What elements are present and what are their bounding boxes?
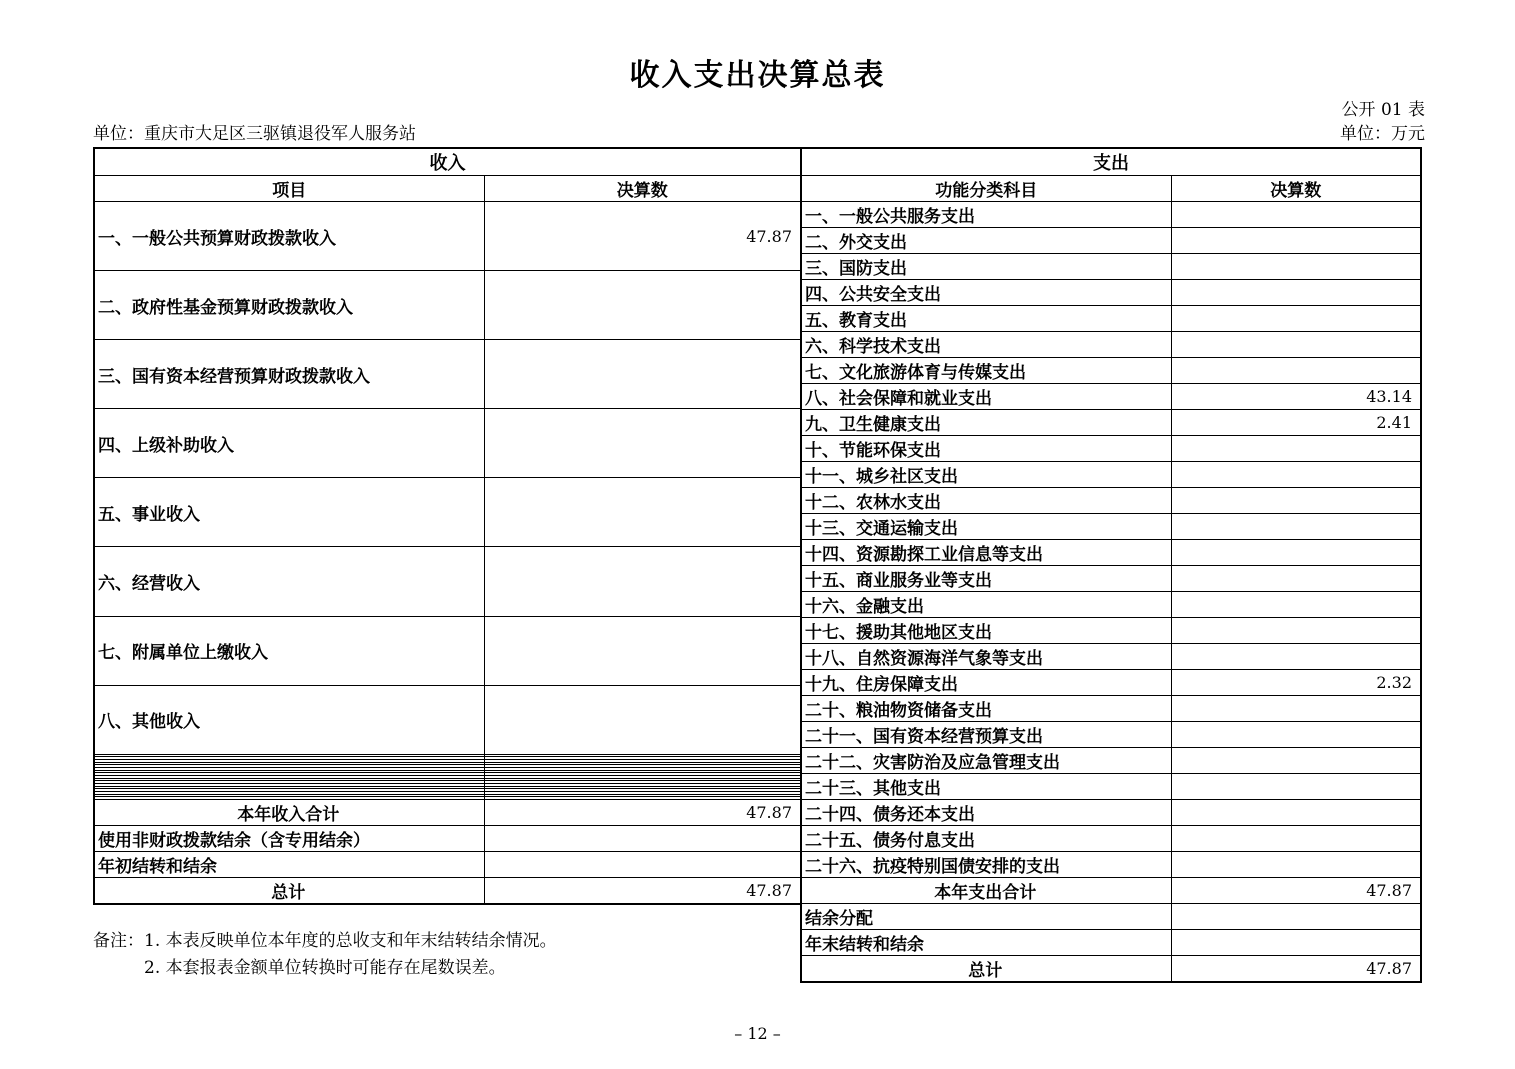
amount-value-cell [1171, 462, 1421, 488]
currency-unit-label: 单位：万元 [1340, 124, 1425, 144]
amount-value-cell [484, 616, 801, 685]
table-row [94, 685, 801, 754]
total-row [94, 800, 801, 826]
income-section-row [94, 148, 801, 176]
expense-amount-column-header: 决算数 [1171, 176, 1421, 202]
item-label-cell: 十七、援助其他地区支出 [801, 618, 1171, 644]
total-label-cell: 使用非财政拨款结余（含专用结余） [94, 826, 484, 852]
item-label-cell: 十、节能环保支出 [801, 436, 1171, 462]
item-label-cell: 二十二、灾害防治及应急管理支出 [801, 748, 1171, 774]
amount-value-cell [1171, 488, 1421, 514]
amount-value-cell [1171, 774, 1421, 800]
item-label-cell: 四、公共安全支出 [801, 280, 1171, 306]
amount-value-cell [1171, 852, 1421, 878]
total-value-cell: 47.87 [1171, 878, 1421, 904]
table-row [801, 306, 1421, 332]
table-row [801, 748, 1421, 774]
total-label-cell: 年末结转和结余 [801, 930, 1171, 956]
table-row [94, 616, 801, 685]
budget-summary-table [93, 147, 1422, 983]
income-column-header-row [94, 176, 801, 202]
total-row [94, 826, 801, 852]
item-label-cell: 二、外交支出 [801, 228, 1171, 254]
total-value-cell [484, 852, 801, 878]
table-row [94, 478, 801, 547]
amount-value-cell [1171, 696, 1421, 722]
item-label-cell: 六、科学技术支出 [801, 332, 1171, 358]
amount-value-cell [484, 340, 801, 409]
table-row [801, 228, 1421, 254]
amount-value-cell [1171, 254, 1421, 280]
item-label-cell: 二十四、债务还本支出 [801, 800, 1171, 826]
amount-value-cell: 2.32 [1171, 670, 1421, 696]
amount-value-cell [1171, 748, 1421, 774]
amount-value-cell [1171, 566, 1421, 592]
total-value-cell [1171, 904, 1421, 930]
total-row [801, 956, 1421, 983]
item-label-cell: 三、国防支出 [801, 254, 1171, 280]
item-label-cell: 四、上级补助收入 [94, 409, 484, 478]
table-row [94, 271, 801, 340]
total-row [94, 878, 801, 905]
table-row [801, 488, 1421, 514]
item-label-cell: 二十一、国有资本经营预算支出 [801, 722, 1171, 748]
expense-item-column-header: 功能分类科目 [801, 176, 1171, 202]
amount-value-cell: 43.14 [1171, 384, 1421, 410]
total-label-cell: 总计 [801, 956, 1171, 983]
table-row [801, 332, 1421, 358]
table-row [801, 410, 1421, 436]
table-row [801, 826, 1421, 852]
total-label-cell: 年初结转和结余 [94, 852, 484, 878]
total-value-cell [1171, 930, 1421, 956]
expense-table [800, 147, 1422, 983]
amount-value-cell [1171, 644, 1421, 670]
total-value-cell: 47.87 [1171, 956, 1421, 983]
total-row [94, 852, 801, 878]
item-label-cell: 九、卫生健康支出 [801, 410, 1171, 436]
total-value-cell [484, 826, 801, 852]
amount-value-cell [1171, 280, 1421, 306]
expense-column-header-row [801, 176, 1421, 202]
table-row [801, 462, 1421, 488]
table-number-label: 公开 01 表 [1341, 100, 1425, 120]
total-label-cell: 结余分配 [801, 904, 1171, 930]
expense-section-row [801, 148, 1421, 176]
table-row [801, 670, 1421, 696]
amount-value-cell [1171, 228, 1421, 254]
item-label-cell: 三、国有资本经营预算财政拨款收入 [94, 340, 484, 409]
item-label-cell: 八、社会保障和就业支出 [801, 384, 1171, 410]
expense-section-header: 支出 [801, 148, 1421, 176]
item-label-cell: 五、教育支出 [801, 306, 1171, 332]
table-row [94, 547, 801, 616]
total-value-cell: 47.87 [484, 800, 801, 826]
amount-value-cell [1171, 514, 1421, 540]
item-label-cell: 二十三、其他支出 [801, 774, 1171, 800]
item-label-cell: 二、政府性基金预算财政拨款收入 [94, 271, 484, 340]
table-row [801, 800, 1421, 826]
item-label-cell: 一、一般公共预算财政拨款收入 [94, 202, 484, 271]
amount-value-cell [1171, 332, 1421, 358]
table-row [801, 696, 1421, 722]
page-title: 收入支出决算总表 [629, 58, 886, 93]
table-row [801, 254, 1421, 280]
remark-line: 备注：1. 本表反映单位本年度的总收支和年末结转结余情况。 [93, 931, 557, 951]
income-amount-column-header: 决算数 [484, 176, 801, 202]
item-label-cell: 十八、自然资源海洋气象等支出 [801, 644, 1171, 670]
table-row [801, 202, 1421, 228]
table-row [801, 592, 1421, 618]
amount-value-cell [484, 478, 801, 547]
total-row [801, 878, 1421, 904]
total-row [801, 904, 1421, 930]
item-label-cell: 二十、粮油物资储备支出 [801, 696, 1171, 722]
amount-value-cell [1171, 202, 1421, 228]
item-label-cell: 十六、金融支出 [801, 592, 1171, 618]
amount-value-cell [484, 547, 801, 616]
total-row [801, 930, 1421, 956]
table-row [801, 514, 1421, 540]
org-unit-label: 单位：重庆市大足区三驱镇退役军人服务站 [93, 124, 416, 144]
amount-value-cell [1171, 800, 1421, 826]
amount-value-cell [1171, 826, 1421, 852]
total-label-cell: 总计 [94, 878, 484, 905]
amount-value-cell [1171, 540, 1421, 566]
income-item-column-header: 项目 [94, 176, 484, 202]
table-row [801, 644, 1421, 670]
table-row [801, 384, 1421, 410]
item-label-cell: 五、事业收入 [94, 478, 484, 547]
table-row [94, 409, 801, 478]
item-label-cell: 六、经营收入 [94, 547, 484, 616]
total-label-cell: 本年收入合计 [94, 800, 484, 826]
remark-line: 2. 本套报表金额单位转换时可能存在尾数误差。 [144, 958, 506, 978]
item-label-cell: 十一、城乡社区支出 [801, 462, 1171, 488]
item-label-cell: 七、附属单位上缴收入 [94, 616, 484, 685]
amount-value-cell [1171, 306, 1421, 332]
table-row [94, 340, 801, 409]
item-label-cell: 一、一般公共服务支出 [801, 202, 1171, 228]
amount-value-cell [484, 271, 801, 340]
table-row [801, 280, 1421, 306]
table-row [801, 540, 1421, 566]
page-number: – 12 – [734, 1024, 781, 1043]
item-label-cell: 十九、住房保障支出 [801, 670, 1171, 696]
amount-value-cell [1171, 722, 1421, 748]
amount-value-cell [1171, 358, 1421, 384]
item-label-cell: 十四、资源勘探工业信息等支出 [801, 540, 1171, 566]
table-row [94, 202, 801, 271]
amount-value-cell: 2.41 [1171, 410, 1421, 436]
table-row [801, 618, 1421, 644]
income-section-header: 收入 [94, 148, 801, 176]
table-row [801, 436, 1421, 462]
remarks [93, 928, 557, 982]
unit-info-row [93, 119, 1425, 144]
amount-value-cell [484, 685, 801, 754]
table-row [801, 774, 1421, 800]
total-value-cell: 47.87 [484, 878, 801, 905]
table-row [801, 722, 1421, 748]
item-label-cell: 十五、商业服务业等支出 [801, 566, 1171, 592]
item-label-cell: 十三、交通运输支出 [801, 514, 1171, 540]
amount-value-cell [1171, 436, 1421, 462]
item-label-cell: 七、文化旅游体育与传媒支出 [801, 358, 1171, 384]
amount-value-cell [484, 409, 801, 478]
table-row [801, 852, 1421, 878]
item-label-cell: 十二、农林水支出 [801, 488, 1171, 514]
item-label-cell: 二十五、债务付息支出 [801, 826, 1171, 852]
item-label-cell: 八、其他收入 [94, 685, 484, 754]
amount-value-cell [1171, 592, 1421, 618]
income-table [93, 147, 802, 905]
total-label-cell: 本年支出合计 [801, 878, 1171, 904]
item-label-cell: 二十六、抗疫特别国债安排的支出 [801, 852, 1171, 878]
table-row [801, 566, 1421, 592]
amount-value-cell [1171, 618, 1421, 644]
table-row [801, 358, 1421, 384]
amount-value-cell: 47.87 [484, 202, 801, 271]
